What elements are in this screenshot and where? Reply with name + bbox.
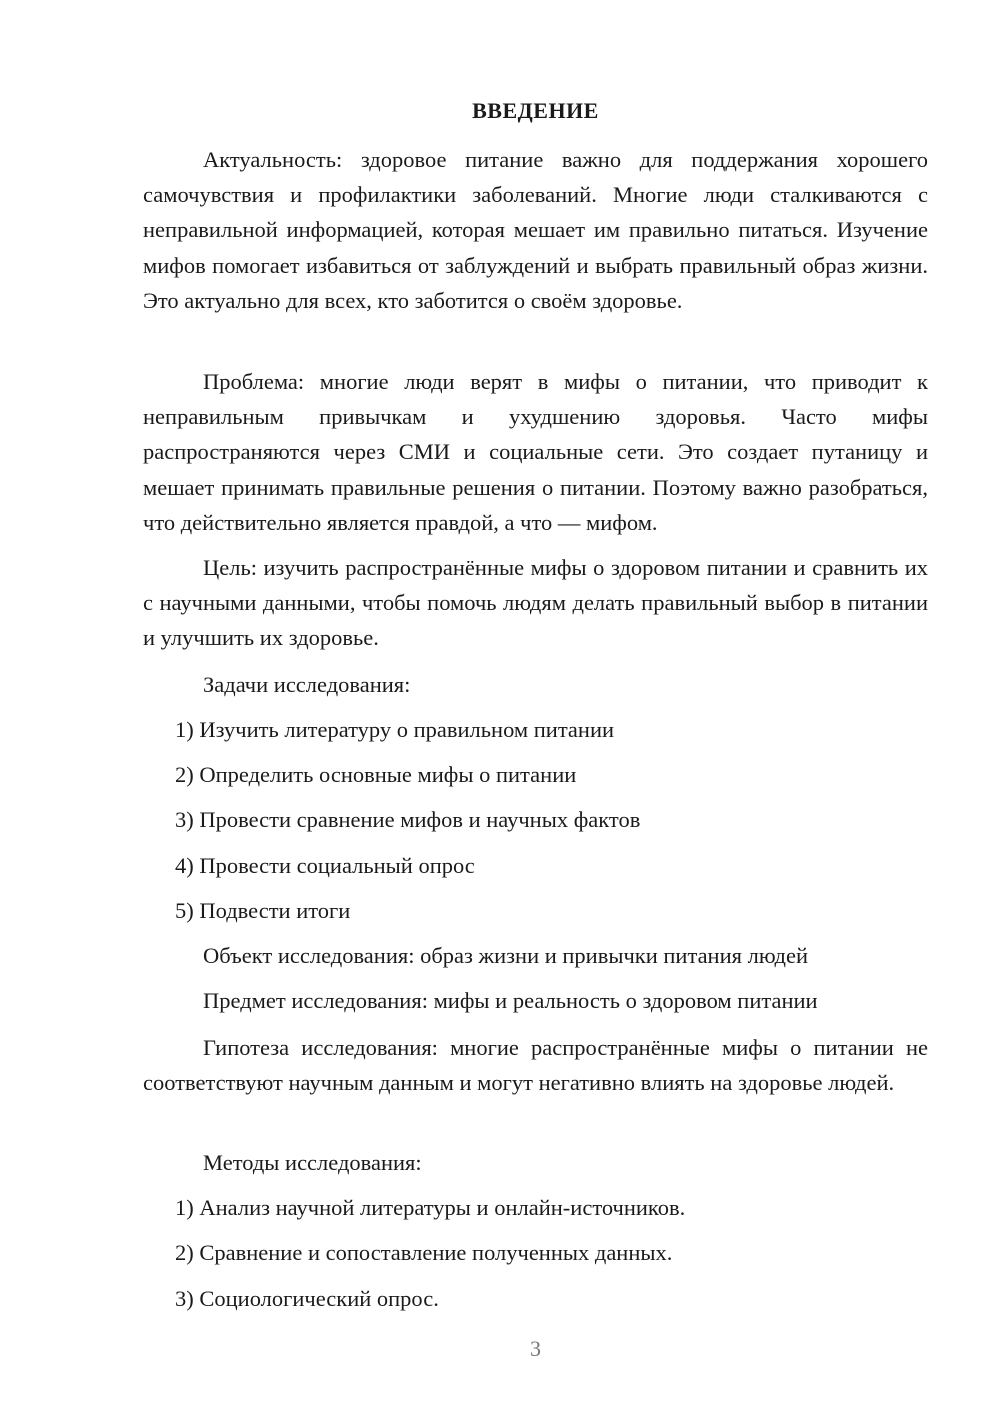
section-heading: ВВЕДЕНИЕ bbox=[472, 98, 599, 123]
method-item: 3) Социологический опрос. bbox=[175, 1286, 439, 1311]
subject-line: Предмет исследования: мифы и реальность о здоровом питании bbox=[203, 988, 818, 1013]
methods-heading: Методы исследования: bbox=[203, 1150, 422, 1175]
relevance-paragraph: Актуальность: здоровое питание важно для поддержания хорошего самочувствия и профилактики заболеваний. Многие люди сталкиваются с неправильной информацией, которая мешает им правильно питаться. Изучение мифов помогает избавиться от заблуждений и выбрать правильный образ жизни. Это актуально для всех, кто заботится о своём здоровье. bbox=[143, 147, 928, 313]
hypothesis-paragraph: Гипотеза исследования: многие распространённые мифы о питании не соответствуют научным данным и могут негативно влиять на здоровье людей. bbox=[143, 1035, 928, 1096]
object-line: Объект исследования: образ жизни и привычки питания людей bbox=[203, 943, 808, 968]
goal-paragraph: Цель: изучить распространённые мифы о здоровом питании и сравнить их с научными данными, чтобы помочь людям делать правильный выбор в питании и улучшить их здоровье. bbox=[143, 555, 928, 651]
page-number: 3 bbox=[530, 1336, 541, 1361]
task-item: 3) Провести сравнение мифов и научных фактов bbox=[175, 807, 641, 832]
task-item: 4) Провести социальный опрос bbox=[175, 853, 475, 878]
method-item: 2) Сравнение и сопоставление полученных данных. bbox=[175, 1240, 673, 1265]
task-item: 2) Определить основные мифы о питании bbox=[175, 762, 577, 787]
method-item: 1) Анализ научной литературы и онлайн-источников. bbox=[175, 1195, 686, 1220]
document-page bbox=[143, 0, 928, 1414]
tasks-heading: Задачи исследования: bbox=[203, 672, 411, 697]
problem-paragraph: Проблема: многие люди верят в мифы о питании, что приводит к неправильным привычкам и ухудшению здоровья. Часто мифы распространяются через СМИ и социальные сети. Это создает путаницу и мешает принимать правильные решения о питании. Поэтому важно разобраться, что действительно является правдой, а что — мифом. bbox=[143, 369, 928, 535]
task-item: 1) Изучить литературу о правильном питании bbox=[175, 717, 615, 742]
task-item: 5) Подвести итоги bbox=[175, 898, 351, 923]
